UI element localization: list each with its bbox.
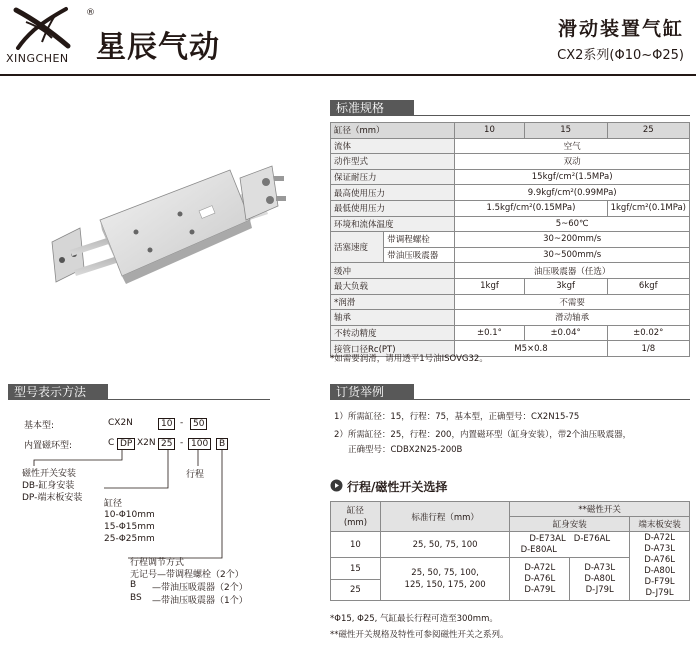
spec-value: ±0.1° bbox=[455, 325, 524, 341]
spec-label: *润滑 bbox=[331, 294, 455, 310]
switch-model: D-E73AL bbox=[529, 533, 566, 544]
spec-value: M5×0.8 bbox=[455, 341, 607, 357]
basic-dash: - bbox=[180, 418, 184, 428]
switch-model: D-A80L bbox=[584, 573, 616, 584]
spec-label: 保证耐压力 bbox=[331, 169, 455, 185]
spec-row-speed-2 bbox=[331, 247, 690, 263]
switch-model: D-E80AL bbox=[520, 544, 557, 555]
spec-section-title: 标准规格 bbox=[330, 100, 414, 116]
spec-label: 动作型式 bbox=[331, 154, 455, 170]
switch-model: D-A73L bbox=[584, 562, 616, 573]
spec-value: 1.5kgf/cm²(0.15MPa) bbox=[455, 200, 607, 216]
registered-mark: ® bbox=[86, 8, 95, 18]
adjust-b-val: —带油压吸震器（2个） bbox=[152, 583, 248, 593]
switch-model: D-A76L bbox=[644, 555, 675, 565]
adjust-none: 无记号—带调程螺栓（2个） bbox=[130, 570, 244, 580]
spec-value: 油压吸震器（任选） bbox=[455, 263, 690, 279]
spec-value: 6kgf bbox=[607, 278, 689, 294]
spec-row-bearing bbox=[331, 310, 690, 326]
spec-label: 活塞速度 bbox=[331, 232, 384, 263]
section-bullet-icon bbox=[330, 479, 343, 492]
spec-value: ±0.02° bbox=[607, 325, 689, 341]
switch-model: D-F79L bbox=[644, 577, 675, 587]
magnet-dash: - bbox=[180, 438, 184, 448]
switch-note-2: **磁性开关规格及特性可参阅磁性开关之系列。 bbox=[330, 630, 509, 640]
adjust-bs-key: BS bbox=[130, 593, 142, 603]
spec-label: 环境和流体温度 bbox=[331, 216, 455, 232]
spec-section-header bbox=[330, 100, 690, 116]
spec-row-max-pressure bbox=[331, 185, 690, 201]
spec-header-bore: 缸径（mm） bbox=[331, 123, 455, 139]
switch-dp: DP-端末板安装 bbox=[22, 493, 83, 503]
spec-row-cushion bbox=[331, 263, 690, 279]
magnet-c: C bbox=[108, 438, 115, 448]
spec-row-non-rotation bbox=[331, 325, 690, 341]
switch-model: D-A79L bbox=[524, 584, 556, 595]
switch-model: D-A72L bbox=[524, 562, 556, 573]
spec-row-speed-1 bbox=[331, 232, 690, 248]
spec-row-proof-pressure bbox=[331, 169, 690, 185]
order-section-title: 订货举例 bbox=[330, 384, 414, 400]
product-subtitle: CX2系列(Φ10~Φ25) bbox=[557, 48, 684, 63]
magnet-bore-box: 25 bbox=[158, 438, 175, 450]
switch-model: D-J79L bbox=[585, 584, 614, 595]
switch-header-bore: 缸径 (mm) bbox=[331, 502, 381, 532]
spec-value: 空气 bbox=[455, 138, 690, 154]
spec-row-lubrication bbox=[331, 294, 690, 310]
spec-label: 流体 bbox=[331, 138, 455, 154]
magnet-switch-box: DP bbox=[117, 438, 135, 450]
spec-header-25: 25 bbox=[607, 123, 689, 139]
spec-label: 不转动精度 bbox=[331, 325, 455, 341]
spec-value: 1kgf/cm²(0.1MPa) bbox=[607, 200, 689, 216]
spec-value: 9.9kgf/cm²(0.99MPa) bbox=[455, 185, 690, 201]
switch-stroke-line: 125, 150, 175, 200 bbox=[404, 580, 486, 590]
switch-header-row-1 bbox=[331, 502, 690, 517]
spec-value: 30~200mm/s bbox=[455, 232, 690, 248]
bore-25: 25-Φ25mm bbox=[104, 534, 155, 544]
basic-type-label: 基本型: bbox=[24, 421, 55, 431]
switch-model: D-E76AL bbox=[573, 533, 611, 544]
switch-stroke-15-25 bbox=[380, 558, 509, 601]
spec-value: 双动 bbox=[455, 154, 690, 170]
order-example-2-model: 正确型号：CDBX2N25-200B bbox=[348, 445, 463, 455]
adjust-b-key: B bbox=[130, 580, 137, 590]
magnet-stroke-box: 100 bbox=[188, 438, 211, 450]
spec-sublabel: 带调程螺栓 bbox=[384, 232, 455, 248]
stroke-label: 行程 bbox=[186, 470, 205, 480]
spec-label: 最高使用压力 bbox=[331, 185, 455, 201]
switch-bore: 10 bbox=[331, 532, 381, 558]
spec-row-max-load bbox=[331, 278, 690, 294]
switch-table bbox=[330, 501, 690, 601]
spec-value: ±0.04° bbox=[524, 325, 607, 341]
basic-type-code: CX2N bbox=[108, 418, 133, 428]
switch-bore: 25 bbox=[331, 580, 381, 601]
brand-name: 星辰气动 bbox=[96, 30, 220, 65]
spec-value: 1kgf bbox=[455, 278, 524, 294]
switch-note-1: *Φ15, Φ25, 气缸最长行程可造至300mm。 bbox=[330, 614, 498, 624]
magnet-x2n: X2N bbox=[137, 438, 156, 448]
magnet-type-label: 内置磁环型: bbox=[24, 441, 73, 451]
spec-footnote: *如需要润滑，请用透平1号油ISOVG32。 bbox=[330, 354, 488, 364]
switch-bore: 15 bbox=[331, 558, 381, 580]
magnet-adjust-box: B bbox=[216, 438, 228, 450]
order-section-header bbox=[330, 384, 690, 400]
switch-stroke-line: 25, 50, 75, 100, bbox=[411, 568, 479, 578]
switch-row-10 bbox=[331, 532, 690, 558]
adjust-title: 行程调节方式 bbox=[130, 558, 185, 568]
basic-stroke-box: 50 bbox=[190, 418, 207, 430]
switch-header-stroke: 标准行程（mm） bbox=[380, 502, 509, 532]
switch-body-col-2 bbox=[570, 558, 630, 601]
switch-title: 磁性开关安装 bbox=[22, 469, 77, 479]
spec-value: 3kgf bbox=[524, 278, 607, 294]
bore-15: 15-Φ15mm bbox=[104, 522, 155, 532]
switch-model: D-A80L bbox=[644, 566, 675, 576]
spec-value: 15kgf/cm²(1.5MPa) bbox=[455, 169, 690, 185]
switch-end-models bbox=[630, 532, 690, 601]
spec-header-10: 10 bbox=[455, 123, 524, 139]
switch-model: D-A72L bbox=[644, 533, 675, 543]
model-section-title: 型号表示方法 bbox=[8, 384, 108, 400]
switch-section-title: 行程/磁性开关选择 bbox=[347, 480, 448, 494]
spec-row-min-pressure bbox=[331, 200, 690, 216]
spec-row-fluid bbox=[331, 138, 690, 154]
basic-bore-box: 10 bbox=[158, 418, 175, 430]
spec-sublabel: 带油压吸震器 bbox=[384, 247, 455, 263]
spec-row-action bbox=[331, 154, 690, 170]
spec-value: 滑动轴承 bbox=[455, 310, 690, 326]
switch-header-body: 缸身安装 bbox=[510, 517, 630, 532]
adjust-bs-val: —带油压吸震器（1个） bbox=[152, 596, 248, 606]
spec-table bbox=[330, 122, 690, 357]
order-example-2: 2）所需缸径：25，行程：200，内置磁环型（缸身安装），带2个油压吸震器， bbox=[334, 430, 632, 440]
spec-value: 30~500mm/s bbox=[455, 247, 690, 263]
spec-label: 最低使用压力 bbox=[331, 200, 455, 216]
switch-model: D-J79L bbox=[645, 588, 674, 598]
spec-label: 缓冲 bbox=[331, 263, 455, 279]
switch-db: DB-缸身安装 bbox=[22, 481, 75, 491]
spec-value: 不需要 bbox=[455, 294, 690, 310]
switch-model: D-A73L bbox=[644, 544, 675, 554]
spec-row-temperature bbox=[331, 216, 690, 232]
spec-header-15: 15 bbox=[524, 123, 607, 139]
spec-label: 最大负载 bbox=[331, 278, 455, 294]
switch-model: D-A76L bbox=[524, 573, 556, 584]
spec-label: 接管口径Rc(PT) bbox=[331, 341, 455, 357]
switch-body-col-1 bbox=[510, 558, 570, 601]
switch-body-models bbox=[510, 532, 630, 558]
spec-header-row bbox=[331, 123, 690, 139]
bore-10: 10-Φ10mm bbox=[104, 510, 155, 520]
order-example-1: 1）所需缸径：15，行程：75，基本型，正确型号：CX2N15-75 bbox=[334, 412, 580, 422]
spec-label: 轴承 bbox=[331, 310, 455, 326]
bore-title: 缸径 bbox=[104, 499, 123, 509]
switch-header-switch: **磁性开关 bbox=[510, 502, 690, 517]
product-title: 滑动装置气缸 bbox=[557, 18, 684, 40]
spec-value: 1/8 bbox=[607, 341, 689, 357]
switch-stroke: 25, 50, 75, 100 bbox=[380, 532, 509, 558]
spec-value: 5~60℃ bbox=[455, 216, 690, 232]
logo-text: XINGCHEN bbox=[6, 52, 69, 65]
switch-header-end: 端末板安装 bbox=[630, 517, 690, 532]
